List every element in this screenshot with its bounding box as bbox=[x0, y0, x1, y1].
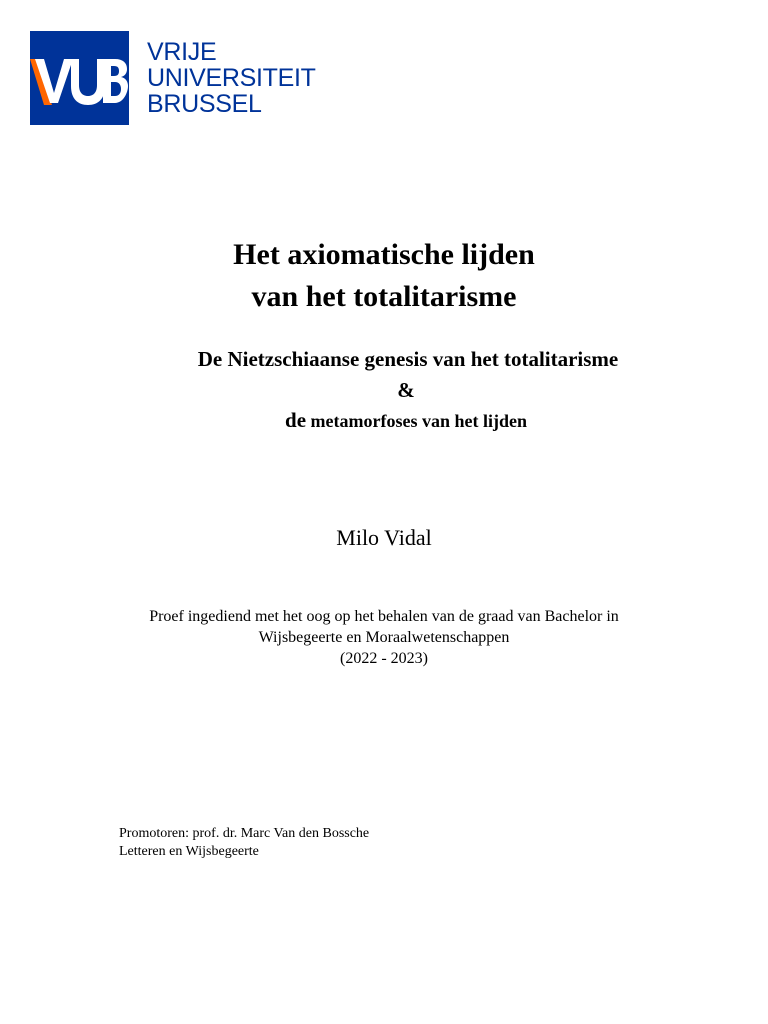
subtitle-line-2 bbox=[22, 408, 768, 433]
promotor-info bbox=[119, 825, 369, 861]
subtitle-line-1: De Nietzschiaanse genesis van het totalitarisme bbox=[197, 347, 619, 371]
author-name: Milo Vidal bbox=[336, 525, 432, 550]
submission-line-2: Wijsbegeerte en Moraalwetenschappen bbox=[258, 629, 510, 646]
faculty-line: Letteren en Wijsbegeerte bbox=[119, 844, 259, 859]
logo-line-2: UNIVERSITEIT bbox=[147, 64, 316, 92]
title-line-2: van het totalitarisme bbox=[251, 280, 517, 313]
title-line-1: Het axiomatische lijden bbox=[233, 238, 535, 271]
subtitle-line-2-rest: metamorfoses van het lijden bbox=[306, 411, 527, 431]
subtitle-line-2-first-word: de bbox=[285, 408, 307, 432]
subtitle-ampersand: & bbox=[397, 378, 415, 402]
vub-logo-wordmark bbox=[147, 39, 316, 117]
vub-logo-mark bbox=[30, 31, 129, 125]
thesis-title bbox=[0, 234, 768, 318]
logo-line-1: VRIJE bbox=[147, 38, 217, 66]
submission-info bbox=[0, 606, 768, 669]
logo-line-3: BRUSSEL bbox=[147, 90, 262, 118]
promotor-line: Promotoren: prof. dr. Marc Van den Bossche bbox=[119, 826, 370, 841]
submission-academic-year: (2022 - 2023) bbox=[340, 650, 428, 667]
submission-line-1: Proef ingediend met het oog op het behalen van de graad van Bachelor in bbox=[149, 608, 619, 625]
vub-logo bbox=[30, 31, 316, 125]
